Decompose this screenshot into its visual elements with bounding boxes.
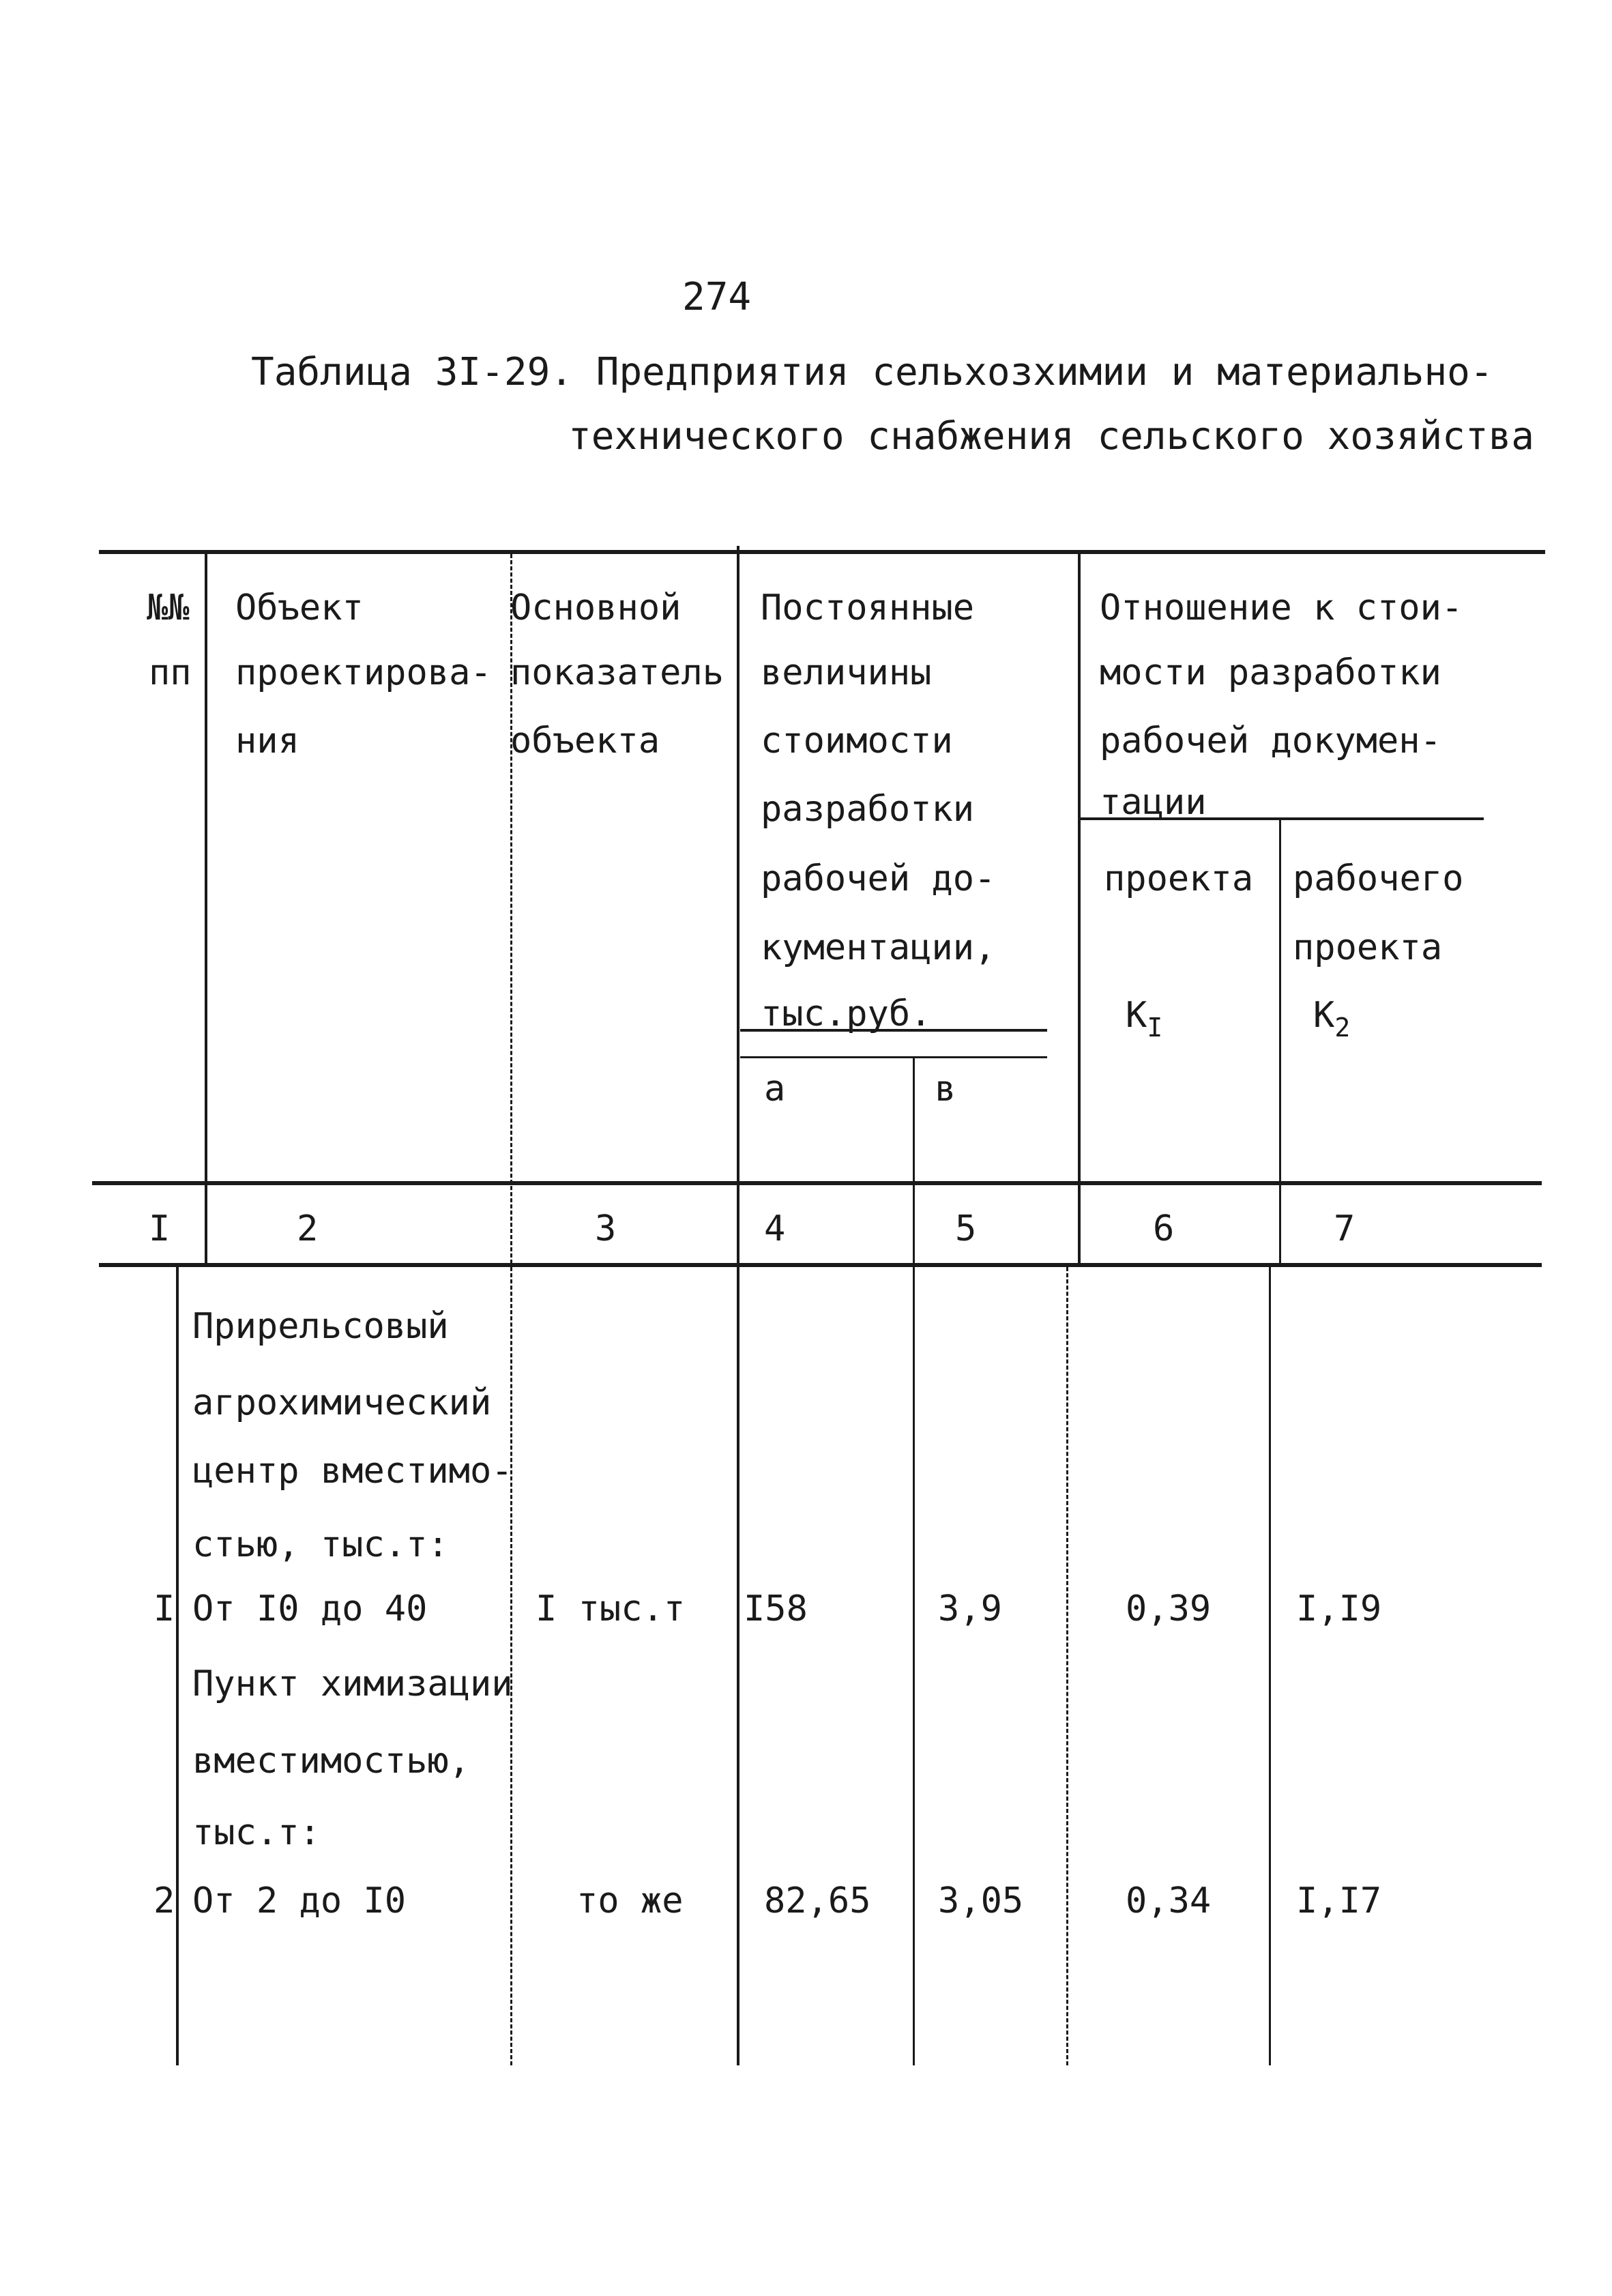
header-col2-line: ния xyxy=(235,721,299,761)
row-heading-line: центр вместимо- xyxy=(192,1451,513,1492)
header-col6-coefficient: $K_I$ xyxy=(1126,995,1163,1043)
table-row-number: 2 xyxy=(153,1880,175,1921)
header-col5-sub: в xyxy=(935,1069,956,1109)
table-row-value-a: I58 xyxy=(744,1588,808,1629)
header-col6-sub: проекта xyxy=(1104,858,1254,899)
col-rule-1-2 xyxy=(205,554,207,1264)
header-col2-line: Объект xyxy=(235,587,364,628)
col-rule-45-67 xyxy=(1078,554,1081,1264)
header-col3-line: показатель xyxy=(510,652,724,693)
table-row-value-b: 3,05 xyxy=(938,1880,1024,1921)
header-col3-line: объекта xyxy=(510,721,660,761)
row-heading-line: Прирельсовый xyxy=(192,1306,449,1347)
column-number: 2 xyxy=(297,1208,319,1249)
header-col67-line: рабочей докумен- xyxy=(1100,721,1441,761)
header-col67-line: тации xyxy=(1100,782,1207,823)
header-bottom-rule xyxy=(92,1181,1542,1185)
header-col67-line: мости разработки xyxy=(1100,652,1441,693)
col-rule-3-45 xyxy=(737,546,739,1264)
table-top-rule xyxy=(99,550,1545,554)
table-row-value-b: 3,9 xyxy=(938,1588,1002,1629)
table-row-number: I xyxy=(153,1588,175,1629)
header-col7-coefficient: $K_2$ xyxy=(1313,995,1351,1043)
table-row-object: От 2 до I0 xyxy=(192,1880,407,1921)
table-row-k2: I,I9 xyxy=(1296,1588,1382,1629)
header-col45-line: Постоянные xyxy=(761,587,975,628)
header-col3-line: Основной xyxy=(510,587,682,628)
header-col45-line: кументации, xyxy=(761,927,996,968)
row-heading-line: Пункт химизации xyxy=(192,1663,513,1704)
row-heading-line: агрохимический xyxy=(192,1382,492,1423)
column-number: I xyxy=(149,1208,171,1249)
header-col45-line: разработки xyxy=(761,789,975,830)
col-rule-4-5 xyxy=(913,1056,915,1264)
header-col7-sub-line: рабочего xyxy=(1293,858,1464,899)
row-heading-line: тыс.т: xyxy=(192,1812,321,1853)
row-heading-line: стью, тыс.т: xyxy=(192,1524,449,1565)
column-number: 7 xyxy=(1334,1208,1355,1249)
column-number: 4 xyxy=(764,1208,786,1249)
table-row-k1: 0,39 xyxy=(1126,1588,1212,1629)
table-row-k2: I,I7 xyxy=(1296,1880,1382,1921)
body-rule-4-5 xyxy=(913,1267,915,2065)
page-number: 274 xyxy=(682,275,752,319)
table-row-k1: 0,34 xyxy=(1126,1880,1212,1921)
header-col1-line: №№ xyxy=(147,587,190,628)
header-col45-line: стоимости xyxy=(761,721,953,761)
header-col1-line: пп xyxy=(149,652,192,693)
body-rule-3-4 xyxy=(737,1267,739,2065)
body-rule-6-7 xyxy=(1269,1267,1271,2065)
header-col4-sub: а xyxy=(764,1069,786,1109)
table-title-line-1: Таблица 3I-29. Предприятия сельхозхимии и материально- xyxy=(251,350,1493,394)
body-rule-5-6 xyxy=(1066,1267,1068,2065)
table-row-indicator: то же xyxy=(576,1880,684,1921)
header-col45-line: величины xyxy=(761,652,932,693)
column-number: 3 xyxy=(595,1208,617,1249)
table-row-object: От I0 до 40 xyxy=(192,1588,428,1629)
header-col2-line: проектирова- xyxy=(235,652,492,693)
header-col7-sub-line: проекта xyxy=(1293,927,1443,968)
body-rule-1-2 xyxy=(176,1267,179,2065)
table-row-indicator: I тыс.т xyxy=(536,1588,686,1629)
table-row-value-a: 82,65 xyxy=(764,1880,871,1921)
col-rule-6-7 xyxy=(1279,817,1281,1264)
header-col67-line: Отношение к стои- xyxy=(1100,587,1463,628)
row-heading-line: вместимостью, xyxy=(192,1741,470,1782)
column-number: 5 xyxy=(955,1208,977,1249)
header-col45-line: рабочей до- xyxy=(761,858,996,899)
subheader-rule-ab xyxy=(740,1056,1047,1058)
header-col45-line: тыс.руб. xyxy=(761,993,932,1034)
column-numbers-bottom-rule xyxy=(99,1263,1542,1267)
column-number: 6 xyxy=(1153,1208,1175,1249)
table-title-line-2: технического снабжения сельского хозяйства xyxy=(568,414,1535,459)
